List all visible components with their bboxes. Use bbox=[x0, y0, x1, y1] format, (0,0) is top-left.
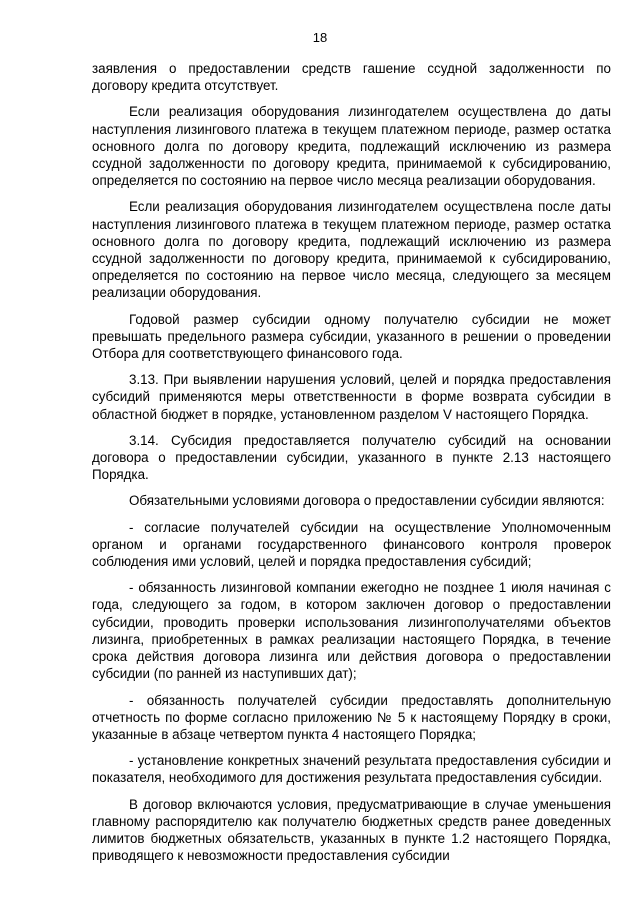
page-number: 18 bbox=[312, 30, 328, 45]
paragraph-clause-3-14: 3.14. Субсидия предоставляется получателю субсидий на основании договора о предоставлении субсидии, указанного в пункте 2.13 настоящего Порядка. bbox=[92, 432, 611, 483]
list-item: - обязанность получателей субсидии предоставлять дополнительную отчетность по форме согласно приложению № 5 к настоящему Порядку в сроки, указанные в абзаце четвертом пункта 4 настоящего Порядка; bbox=[92, 692, 611, 742]
list-item: - обязанность лизинговой компании ежегодно не позднее 1 июля начиная с года, следующего за годом, в котором заключен договор о предоставлении субсидии, проводить проверки использования лизингополучателями объектов лизинга, приобретенных в рамках реализации настоящего Порядка, в течение срока действия договора лизинга или действия договора о предоставлении субсидии (по ранней из наступивших дат); bbox=[92, 580, 611, 682]
paragraph: Если реализация оборудования лизингодателем осуществлена после даты наступления лизингового платежа в текущем платежном периоде, размер остатка основного долга по договору кредита, подлежащий исключению из размера ссудной задолженности по договору кредита, принимаемой к субсидированию, определяется по состоянию на первое число месяца, следующего за месяцем реализации оборудования. bbox=[92, 199, 611, 301]
document-body bbox=[92, 60, 611, 873]
list-item: - согласие получателей субсидии на осуществление Уполномоченным органом и органами государственного финансового контроля проверок соблюдения ими условий, целей и порядка предоставления субсидий; bbox=[92, 519, 611, 570]
paragraph: Обязательными условиями договора о предоставлении субсидии являются: bbox=[129, 493, 605, 509]
paragraph-clause-3-13: 3.13. При выявлении нарушения условий, целей и порядка предоставления субсидий применяются меры ответственности в форме возврата субсидии в областной бюджет в порядке, установленном разделом V настоящего Порядка. bbox=[92, 372, 611, 422]
paragraph: Годовой размер субсидии одному получателю субсидии не может превышать предельного размера субсидии, указанного в решении о проведении Отбора для соответствующего финансового года. bbox=[92, 311, 611, 362]
paragraph: Если реализация оборудования лизингодателем осуществлена до даты наступления лизингового платежа в текущем платежном периоде, размер остатка основного долга по договору кредита, подлежащий исключению из размера ссудной задолженности по договору кредита, принимаемой к субсидированию, определяется по состоянию на первое число месяца реализации оборудования. bbox=[92, 104, 611, 189]
list-item: - установление конкретных значений результата предоставления субсидии и показателя, необходимого для достижения результата предоставления субсидии. bbox=[92, 753, 611, 786]
paragraph: В договор включаются условия, предусматривающие в случае уменьшения главному распорядителю как получателю бюджетных средств ранее доведенных лимитов бюджетных обязательств, указанных в пункте 1.2 настоящего Порядка, приводящего к невозможности предоставления субсидии bbox=[92, 796, 611, 864]
paragraph-continuation: заявления о предоставлении средств гашение ссудной задолженности по договору кредита отсутствует. bbox=[92, 61, 611, 94]
